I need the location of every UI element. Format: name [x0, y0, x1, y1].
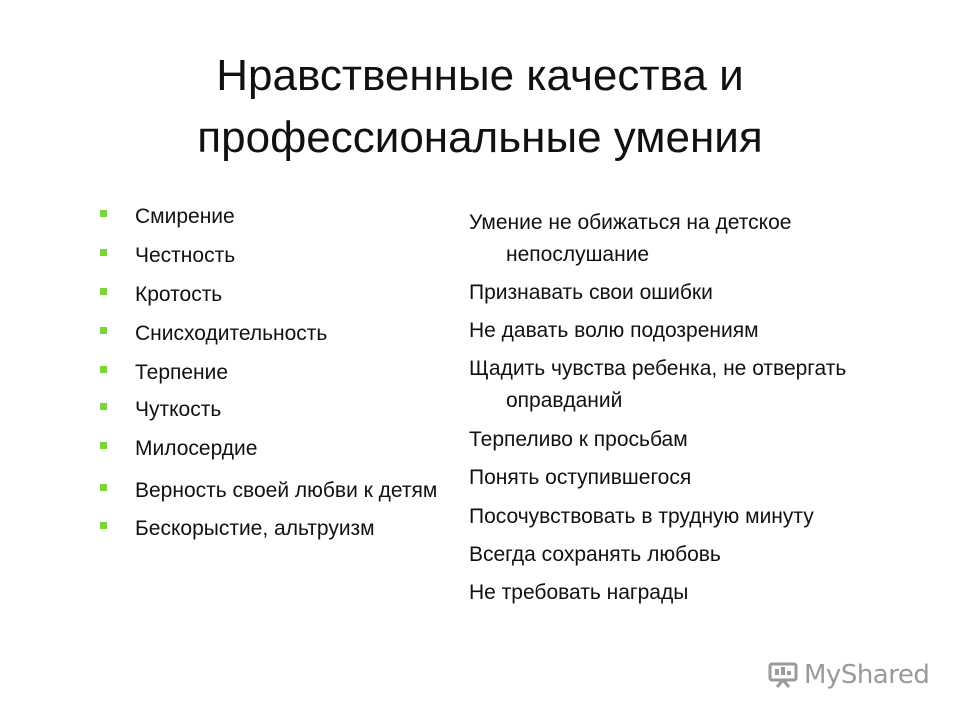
square-bullet-icon — [100, 210, 107, 217]
list-item-text: Не давать волю подозрениям — [469, 319, 759, 342]
list-item-text: Терпеливо к просьбам — [469, 428, 688, 451]
square-bullet-icon — [100, 288, 107, 295]
list-item-text: Признавать свои ошибки — [469, 281, 713, 304]
list-item — [469, 501, 814, 533]
square-bullet-icon — [100, 442, 107, 449]
list-item-text: Всегда сохранять любовь — [469, 543, 721, 566]
square-bullet-icon — [100, 403, 107, 410]
presentation-board-icon — [768, 662, 798, 688]
list-item-text: Кротость — [135, 283, 223, 306]
list-item-text: Терпение — [135, 361, 229, 384]
square-bullet-icon — [100, 522, 107, 529]
list-item-text: Умение не обижаться на детское — [469, 211, 792, 234]
list-item — [469, 539, 721, 571]
list-item — [469, 424, 688, 456]
slide-title — [120, 45, 840, 169]
list-item — [469, 577, 688, 609]
list-item-text: Смирение — [135, 205, 235, 228]
list-item-text: Чуткость — [135, 398, 222, 421]
slide-title-line-2: профессиональные умения — [197, 113, 763, 162]
slide-title-line-1: Нравственные качества и — [216, 51, 744, 100]
list-item-text: Честность — [135, 244, 236, 267]
list-item-text: Милосердие — [135, 437, 258, 460]
list-item — [469, 315, 759, 347]
watermark-text: MyShared — [804, 660, 930, 690]
list-item — [469, 353, 846, 417]
list-item-text: Щадить чувства ребенка, не отвергать — [469, 357, 847, 380]
square-bullet-icon — [100, 484, 107, 491]
list-item — [469, 462, 691, 494]
list-item-text: Снисходительность — [135, 322, 328, 345]
myshared-watermark — [768, 657, 929, 693]
list-item-text-continuation: непослушание — [506, 243, 650, 266]
list-item-text: Верность своей любви к детям — [135, 479, 438, 502]
square-bullet-icon — [100, 366, 107, 373]
list-item — [469, 277, 713, 309]
list-item — [469, 207, 791, 271]
list-item-text: Не требовать награды — [469, 581, 689, 604]
list-item-text: Посочувствовать в трудную минуту — [469, 505, 814, 528]
square-bullet-icon — [100, 249, 107, 256]
square-bullet-icon — [100, 327, 107, 334]
list-item-text: Бескорыстие, альтруизм — [135, 517, 375, 540]
list-item-text: Понять оступившегося — [469, 466, 692, 489]
list-item-text-continuation: оправданий — [506, 389, 623, 412]
